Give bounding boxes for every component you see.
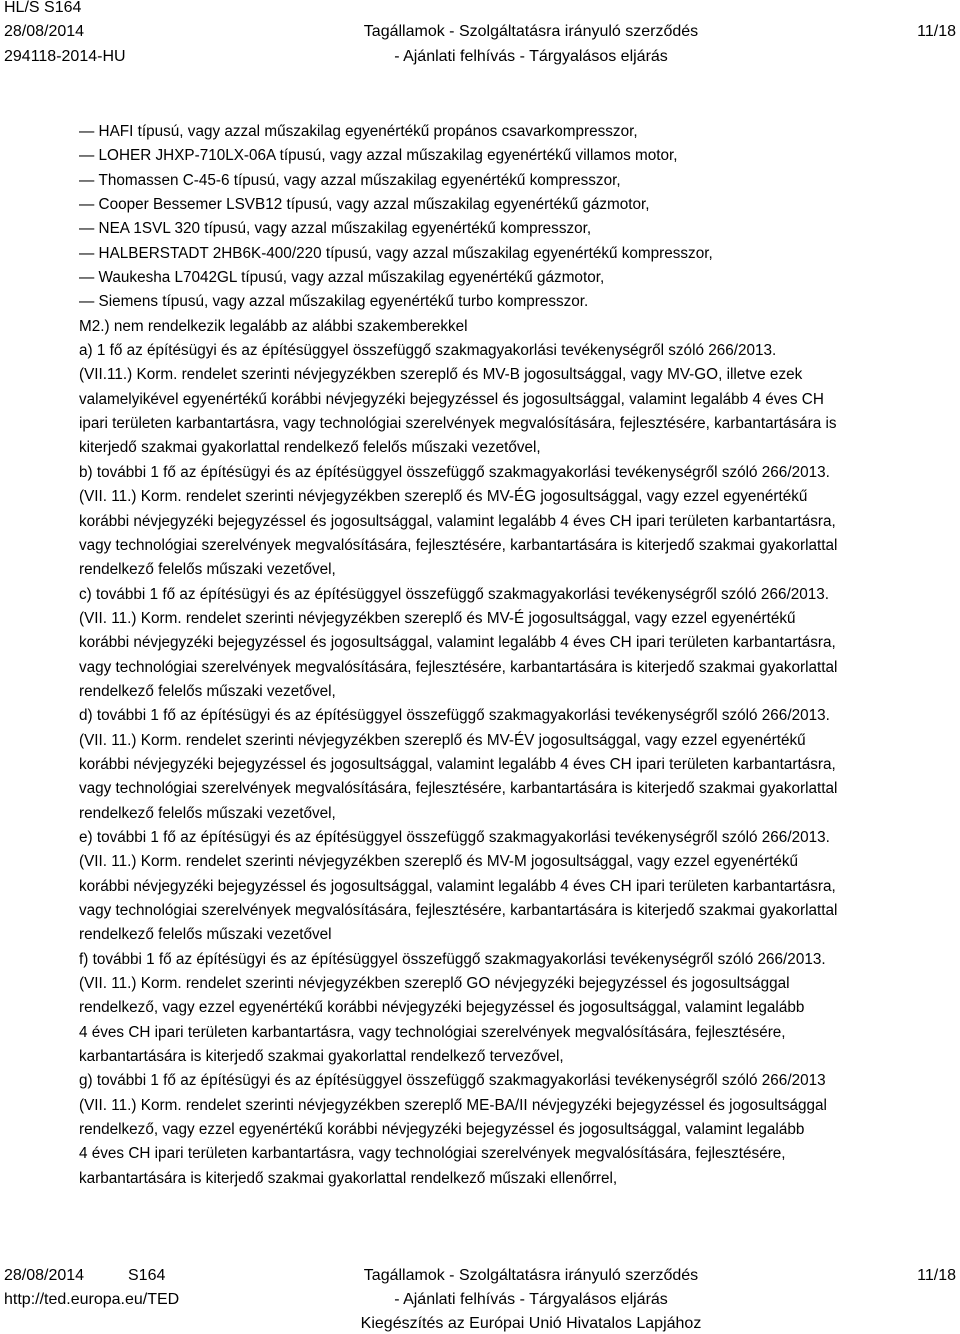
text-line: kiterjedő szakmai gyakorlattal rendelkező felelős műszaki vezetővel, bbox=[79, 439, 541, 457]
text-line: d) további 1 fő az építésügyi és az építésüggyel összefüggő szakmagyakorlási tevékenységről szóló 266/2013. bbox=[79, 707, 830, 725]
text-line: (VII.11.) Korm. rendelet szerinti névjegyzékben szereplő és MV-B jogosultsággal, vagy MV-GO, illetve ezek bbox=[79, 366, 803, 384]
dash-list-item: — Thomassen C-45-6 típusú, vagy azzal műszakilag egyenértékű kompresszor, bbox=[79, 169, 959, 193]
text-line: g) további 1 fő az építésügyi és az építésüggyel összefüggő szakmagyakorlási tevékenységről szóló 266/2013 bbox=[79, 1072, 826, 1090]
text-line: (VII. 11.) Korm. rendelet szerinti névjegyzékben szereplő és MV-É jogosultsággal, vagy ezzel egyenértékű bbox=[79, 609, 796, 627]
text-line: (VII. 11.) Korm. rendelet szerinti névjegyzékben szereplő GO névjegyzéki bejegyzéssel és jogosultsággal bbox=[79, 975, 790, 993]
dash-list-item: — Waukesha L7042GL típusú, vagy azzal műszakilag egyenértékű gázmotor, bbox=[79, 266, 959, 290]
text-line: korábbi névjegyzéki bejegyzéssel és jogosultsággal, valamint legalább 4 éves CH ipari területen karbantartásra, bbox=[79, 634, 836, 652]
header-page-number: 11/18 bbox=[917, 23, 956, 40]
footer-url-link[interactable]: http://ted.europa.eu/TED bbox=[4, 1291, 180, 1308]
footer-date: 28/08/2014 bbox=[4, 1267, 85, 1284]
equipment-dash-list bbox=[79, 120, 959, 315]
text-line: 4 éves CH ipari területen karbantartásra, vagy technológiai szerelvények megvalósítására, fejlesztésére, bbox=[79, 1145, 786, 1163]
text-line: karbantartására is kiterjedő szakmai gyakorlattal rendelkező tervezővel, bbox=[79, 1048, 564, 1066]
text-line: rendelkező, vagy ezzel egyenértékű korábbi névjegyzéki bejegyzéssel és jogosultsággal, valamint legalább bbox=[79, 999, 805, 1017]
requirements-text bbox=[79, 315, 959, 1191]
dash-list-item: — Cooper Bessemer LSVB12 típusú, vagy azzal műszakilag egyenértékű gázmotor, bbox=[79, 193, 959, 217]
footer-supplement: Kiegészítés az Európai Unió Hivatalos Lapjához bbox=[360, 1315, 702, 1332]
text-line: M2.) nem rendelkezik legalább az alábbi szakemberekkel bbox=[79, 317, 468, 335]
header-code: HL/S S164 bbox=[4, 0, 82, 16]
text-line: karbantartására is kiterjedő szakmai gyakorlattal rendelkező műszaki ellenőrrel, bbox=[79, 1169, 618, 1187]
text-line: rendelkező felelős műszaki vezetővel bbox=[79, 926, 332, 944]
text-line: ipari területen karbantartásra, vagy technológiai szerelvények megvalósítására, fejlesztésére, karbantartására is bbox=[79, 415, 837, 433]
footer-page-number: 11/18 bbox=[917, 1267, 956, 1284]
text-line: e) további 1 fő az építésügyi és az építésüggyel összefüggő szakmagyakorlási tevékenységről szóló 266/2013. bbox=[79, 828, 830, 846]
dash-list-item: — Siemens típusú, vagy azzal műszakilag egyenértékű turbo kompresszor. bbox=[79, 290, 959, 314]
document-body bbox=[79, 120, 959, 1191]
text-line: vagy technológiai szerelvények megvalósítására, fejlesztésére, karbantartására is kiterjedő szakmai gyakorlattal bbox=[79, 902, 838, 919]
text-line: vagy technológiai szerelvények megvalósítására, fejlesztésére, karbantartására is kiterjedő szakmai gyakorlattal bbox=[79, 780, 838, 798]
text-line: a) 1 fő az építésügyi és az építésüggyel összefüggő szakmagyakorlási tevékenységről szóló 266/2013. bbox=[79, 342, 777, 360]
header-title: Tagállamok - Szolgáltatásra irányuló szerződés bbox=[363, 23, 699, 40]
text-line: korábbi névjegyzéki bejegyzéssel és jogosultsággal, valamint legalább 4 éves CH ipari területen karbantartásra, bbox=[79, 755, 836, 773]
dash-list-item: — HAFI típusú, vagy azzal műszakilag egyenértékű propános csavarkompresszor, bbox=[79, 120, 959, 144]
dash-list-item: — NEA 1SVL 320 típusú, vagy azzal műszakilag egyenértékű kompresszor, bbox=[79, 217, 959, 241]
header-subtitle: - Ajánlati felhívás - Tárgyalásos eljárás bbox=[394, 48, 668, 65]
text-line: valamelyikével egyenértékű korábbi névjegyzéki bejegyzéssel és jogosultsággal, valamint legalább 4 éves CH bbox=[79, 390, 824, 408]
footer-title: Tagállamok - Szolgáltatásra irányuló szerződés bbox=[363, 1267, 699, 1284]
text-line: korábbi névjegyzéki bejegyzéssel és jogosultsággal, valamint legalább 4 éves CH ipari területen karbantartásra, bbox=[79, 877, 836, 895]
text-line: rendelkező, vagy ezzel egyenértékű korábbi névjegyzéki bejegyzéssel és jogosultsággal, valamint legalább bbox=[79, 1121, 805, 1139]
text-line: korábbi névjegyzéki bejegyzéssel és jogosultsággal, valamint legalább 4 éves CH ipari területen karbantartásra, bbox=[79, 512, 836, 530]
text-line: (VII. 11.) Korm. rendelet szerinti névjegyzékben szereplő és MV-ÉG jogosultsággal, vagy ezzel egyenértékű bbox=[79, 488, 808, 506]
text-line: b) további 1 fő az építésügyi és az építésüggyel összefüggő szakmagyakorlási tevékenységről szóló 266/2013. bbox=[79, 463, 830, 481]
text-line: rendelkező felelős műszaki vezetővel, bbox=[79, 561, 336, 579]
text-line: rendelkező felelős műszaki vezetővel, bbox=[79, 804, 336, 822]
text-line: c) további 1 fő az építésügyi és az építésüggyel összefüggő szakmagyakorlási tevékenységről szóló 266/2013. bbox=[79, 585, 829, 603]
footer-subtitle: - Ajánlati felhívás - Tárgyalásos eljárás bbox=[394, 1291, 668, 1308]
text-line: (VII. 11.) Korm. rendelet szerinti névjegyzékben szereplő ME-BA/II névjegyzéki bejegyzéssel és jogosultsággal bbox=[79, 1096, 827, 1114]
header-date: 28/08/2014 bbox=[4, 23, 85, 40]
dash-list-item: — HALBERSTADT 2HB6K-400/220 típusú, vagy azzal műszakilag egyenértékű kompresszor, bbox=[79, 242, 959, 266]
footer-code: S164 bbox=[128, 1267, 166, 1284]
header-doc-id: 294118-2014-HU bbox=[4, 48, 126, 65]
text-line: vagy technológiai szerelvények megvalósítására, fejlesztésére, karbantartására is kiterjedő szakmai gyakorlattal bbox=[79, 658, 838, 676]
text-line: f) további 1 fő az építésügyi és az építésüggyel összefüggő szakmagyakorlási tevékenységről szóló 266/2013. bbox=[79, 950, 826, 968]
text-line: (VII. 11.) Korm. rendelet szerinti névjegyzékben szereplő és MV-ÉV jogosultsággal, vagy ezzel egyenértékű bbox=[79, 731, 806, 749]
dash-list-item: — LOHER JHXP-710LX-06A típusú, vagy azzal műszakilag egyenértékű villamos motor, bbox=[79, 144, 959, 168]
text-line: vagy technológiai szerelvények megvalósítására, fejlesztésére, karbantartására is kiterjedő szakmai gyakorlattal bbox=[79, 536, 838, 554]
text-line: 4 éves CH ipari területen karbantartásra, vagy technológiai szerelvények megvalósítására, fejlesztésére, bbox=[79, 1023, 786, 1041]
text-line: (VII. 11.) Korm. rendelet szerinti névjegyzékben szereplő és MV-M jogosultsággal, vagy ezzel egyenértékű bbox=[79, 853, 799, 871]
text-line: rendelkező felelős műszaki vezetővel, bbox=[79, 682, 336, 700]
